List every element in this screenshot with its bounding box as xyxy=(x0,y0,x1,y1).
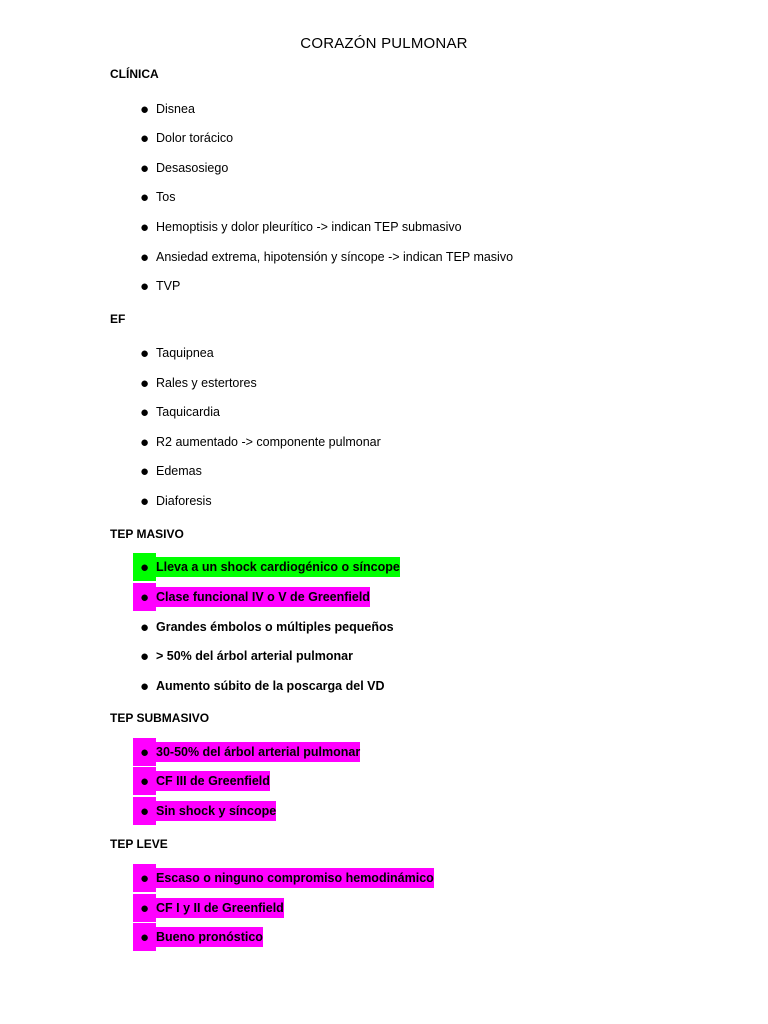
bullet-icon: ● xyxy=(139,618,150,636)
list-item-text: Escaso o ninguno compromiso hemodinámico xyxy=(156,868,434,888)
list-item-text: Desasosiego xyxy=(156,161,229,175)
bullet-icon: ● xyxy=(133,738,156,766)
list-item-text: Hemoptisis y dolor pleurítico -> indican TEP submasivo xyxy=(156,220,462,234)
bullet-icon: ● xyxy=(139,159,150,177)
list-item-text: Disnea xyxy=(156,102,195,116)
section-heading-clinica: CLÍNICA xyxy=(110,67,159,81)
bullet-icon: ● xyxy=(139,374,150,392)
list-item xyxy=(133,244,513,270)
list-item xyxy=(133,895,284,921)
list-item-text: > 50% del árbol arterial pulmonar xyxy=(156,649,353,663)
list-item-text: 30-50% del árbol arterial pulmonar xyxy=(156,742,360,762)
bullet-icon: ● xyxy=(139,248,150,266)
list-item xyxy=(133,340,214,366)
list-item-text: CF I y II de Greenfield xyxy=(156,898,284,918)
bullet-icon: ● xyxy=(133,923,156,951)
list-item xyxy=(133,584,370,610)
list-item-text: Grandes émbolos o múltiples pequeños xyxy=(156,620,394,634)
list-item xyxy=(133,273,180,299)
list-item xyxy=(133,554,400,580)
list-item xyxy=(133,643,353,669)
list-item-text: CF III de Greenfield xyxy=(156,771,270,791)
list-item-text: Edemas xyxy=(156,464,202,478)
list-item xyxy=(133,96,195,122)
bullet-icon: ● xyxy=(133,864,156,892)
bullet-icon: ● xyxy=(139,344,150,362)
list-item-text: Lleva a un shock cardiogénico o síncope xyxy=(156,557,400,577)
list-item xyxy=(133,739,360,765)
bullet-icon: ● xyxy=(133,583,156,611)
bullet-icon: ● xyxy=(139,677,150,695)
list-item xyxy=(133,865,434,891)
section-heading-ef: EF xyxy=(110,312,126,326)
list-item xyxy=(133,125,233,151)
list-item xyxy=(133,798,276,824)
list-item-text: R2 aumentado -> componente pulmonar xyxy=(156,435,381,449)
bullet-icon: ● xyxy=(133,767,156,795)
bullet-icon: ● xyxy=(133,797,156,825)
bullet-icon: ● xyxy=(139,492,150,510)
list-item xyxy=(133,370,257,396)
list-item-text: Tos xyxy=(156,190,176,204)
list-item xyxy=(133,458,202,484)
bullet-icon: ● xyxy=(133,894,156,922)
bullet-icon: ● xyxy=(139,403,150,421)
list-item-text: Taquipnea xyxy=(156,346,214,360)
list-item xyxy=(133,614,394,640)
list-item-text: Diaforesis xyxy=(156,494,212,508)
list-item xyxy=(133,673,385,699)
list-item-text: Bueno pronóstico xyxy=(156,927,263,947)
list-item xyxy=(133,155,228,181)
section-heading-tep-masivo: TEP MASIVO xyxy=(110,527,184,541)
list-item-text: Dolor torácico xyxy=(156,131,234,145)
bullet-icon: ● xyxy=(139,647,150,665)
bullet-icon: ● xyxy=(139,433,150,451)
list-item xyxy=(133,399,220,425)
list-item xyxy=(133,184,175,210)
list-item-text: Aumento súbito de la poscarga del VD xyxy=(156,679,385,693)
list-item xyxy=(133,924,263,950)
bullet-icon: ● xyxy=(139,100,150,118)
list-item xyxy=(133,768,270,794)
section-heading-tep-submasivo: TEP SUBMASIVO xyxy=(110,711,210,725)
list-item-text: Rales y estertores xyxy=(156,376,257,390)
list-item-text: Clase funcional IV o V de Greenfield xyxy=(156,587,370,607)
list-item xyxy=(133,488,212,514)
bullet-icon: ● xyxy=(139,188,150,206)
bullet-icon: ● xyxy=(139,218,150,236)
list-item xyxy=(133,214,462,240)
list-item-text: Sin shock y síncope xyxy=(156,801,276,821)
bullet-icon: ● xyxy=(133,553,156,581)
section-heading-tep-leve: TEP LEVE xyxy=(110,837,168,851)
list-item xyxy=(133,429,381,455)
list-item-text: Ansiedad extrema, hipotensión y síncope -> indican TEP masivo xyxy=(156,250,514,264)
bullet-icon: ● xyxy=(139,277,150,295)
page-title: CORAZÓN PULMONAR xyxy=(300,35,468,52)
bullet-icon: ● xyxy=(139,462,150,480)
list-item-text: TVP xyxy=(156,279,181,293)
list-item-text: Taquicardia xyxy=(156,405,220,419)
bullet-icon: ● xyxy=(139,129,150,147)
